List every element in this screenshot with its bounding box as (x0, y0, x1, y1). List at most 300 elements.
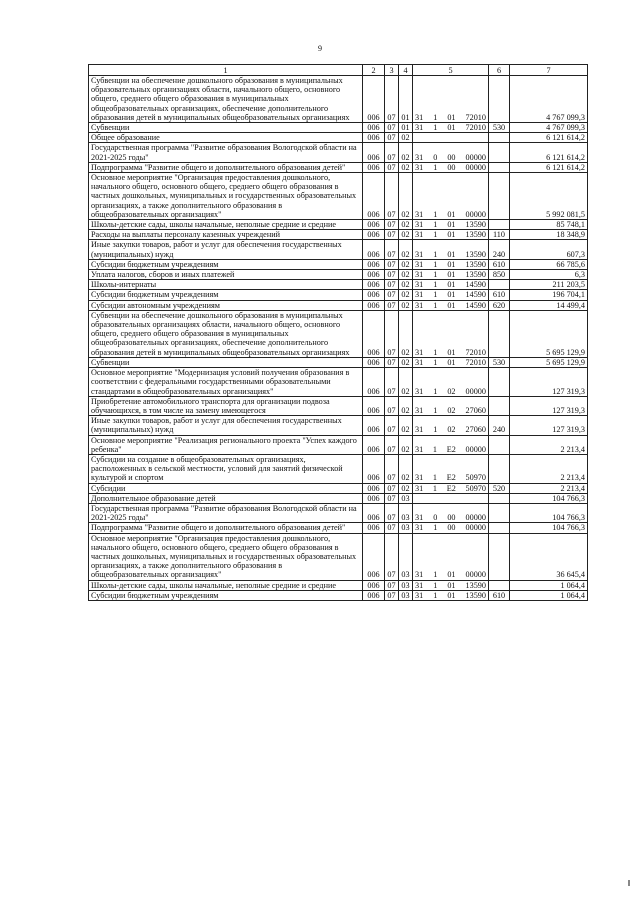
row-grbs: 006 (363, 580, 385, 590)
row-name: Субвенции (89, 123, 363, 133)
row-target-article (413, 368, 489, 397)
table-row (89, 503, 588, 522)
row-subsection: 02 (399, 435, 413, 454)
row-target-article (413, 290, 489, 300)
target-article-parts (415, 153, 486, 162)
target-article-part: 1 (433, 259, 438, 269)
row-grbs: 006 (363, 133, 385, 143)
row-grbs: 006 (363, 416, 385, 435)
target-article-part: 00 (447, 513, 456, 523)
target-article-part: 31 (415, 483, 424, 493)
row-section: 07 (385, 300, 399, 310)
row-name: Субвенции на обеспечение дошкольного образования в муниципальных образовательных организациях области, начального общего, основного общего, среднего общего образования в муниципальных общеобразовательных организациях, обеспечение дополнительного образования детей в муниципальных общеобразовательных организациях (89, 310, 363, 357)
row-grbs: 006 (363, 503, 385, 522)
row-expense-type (489, 280, 510, 290)
target-article-part: 1 (433, 249, 438, 259)
row-expense-type: 610 (489, 590, 510, 600)
target-article-part: 13590 (465, 230, 486, 240)
row-section: 07 (385, 396, 399, 415)
target-article-parts (415, 445, 486, 454)
target-article-part: 50970 (465, 473, 486, 483)
row-name: Субвенции на обеспечение дошкольного образования в муниципальных образовательных организациях области, начального общего, основного общего, среднего общего образования в муниципальных общеобразовательных организациях, обеспечение дополнительного образования детей в муниципальных общеобразовательных организациях (89, 76, 363, 123)
target-article-parts (415, 301, 486, 310)
row-target-article (413, 133, 489, 143)
row-subsection: 02 (399, 368, 413, 397)
target-article-part: 31 (415, 513, 424, 523)
target-article-parts (415, 473, 486, 482)
row-expense-type (489, 454, 510, 483)
edge-mark (628, 880, 630, 886)
row-amount: 2 213,4 (510, 435, 588, 454)
row-expense-type (489, 76, 510, 123)
target-article-part: 31 (415, 152, 424, 162)
row-section: 07 (385, 454, 399, 483)
row-amount: 85 748,1 (510, 220, 588, 230)
row-name: Основное мероприятие "Организация предоставления дошкольного, начального общего, основного общего, среднего общего образования в частных дошкольных, муниципальных и государственных образовательных организациях, а также дополнительного образования в общеобразовательных организациях" (89, 533, 363, 580)
table-row (89, 270, 588, 280)
row-section: 07 (385, 357, 399, 367)
header-cell-subsection: 4 (399, 65, 413, 76)
row-expense-type (489, 310, 510, 357)
row-target-article (413, 310, 489, 357)
target-article-parts (415, 163, 486, 172)
row-subsection: 02 (399, 240, 413, 259)
row-target-article (413, 483, 489, 493)
row-section: 07 (385, 280, 399, 290)
target-article-part: 0 (433, 513, 438, 523)
row-amount: 14 499,4 (510, 300, 588, 310)
target-article-part: 31 (415, 259, 424, 269)
row-name: Подпрограмма "Развитие общего и дополнительного образования детей" (89, 162, 363, 172)
row-grbs: 006 (363, 396, 385, 415)
row-target-article (413, 396, 489, 415)
row-amount: 36 645,4 (510, 533, 588, 580)
row-target-article (413, 533, 489, 580)
target-article-part: 31 (415, 300, 424, 310)
row-target-article (413, 240, 489, 259)
row-subsection: 01 (399, 123, 413, 133)
target-article-part: 13590 (465, 249, 486, 259)
target-article-part: 50970 (465, 483, 486, 493)
row-section: 07 (385, 590, 399, 600)
target-article-part: 01 (447, 209, 456, 219)
target-article-parts (415, 484, 486, 493)
target-article-parts (415, 348, 486, 357)
target-article-part: 01 (447, 290, 456, 300)
table-row (89, 280, 588, 290)
row-expense-type (489, 173, 510, 220)
table-row (89, 143, 588, 162)
row-subsection: 02 (399, 280, 413, 290)
row-subsection: 02 (399, 230, 413, 240)
header-row (89, 65, 588, 76)
row-target-article (413, 143, 489, 162)
table-row (89, 123, 588, 133)
target-article-part: 1 (433, 570, 438, 580)
row-amount: 6 121 614,2 (510, 133, 588, 143)
row-subsection: 03 (399, 503, 413, 522)
table-row (89, 290, 588, 300)
row-target-article (413, 270, 489, 280)
row-section: 07 (385, 483, 399, 493)
table-row (89, 162, 588, 172)
target-article-part: 31 (415, 570, 424, 580)
row-section: 07 (385, 76, 399, 123)
row-amount: 4 767 099,3 (510, 123, 588, 133)
table-row (89, 523, 588, 533)
target-article-part: 00000 (465, 162, 486, 172)
target-article-part: E2 (446, 444, 456, 454)
row-grbs: 006 (363, 368, 385, 397)
target-article-part: 72010 (465, 347, 486, 357)
target-article-part: E2 (446, 483, 456, 493)
row-section: 07 (385, 173, 399, 220)
target-article-part: 1 (433, 357, 438, 367)
row-grbs: 006 (363, 162, 385, 172)
target-article-parts (415, 406, 486, 415)
target-article-parts (415, 581, 486, 590)
row-subsection: 02 (399, 310, 413, 357)
target-article-part: 1 (433, 280, 438, 290)
row-target-article (413, 503, 489, 522)
row-name: Приобретение автомобильного транспорта для организации подвоза обучающихся, в том числе на замену имеющегося (89, 396, 363, 415)
target-article-part: 00000 (465, 152, 486, 162)
target-article-part: 1 (433, 590, 438, 600)
row-expense-type (489, 523, 510, 533)
target-article-part: 0 (433, 152, 438, 162)
target-article-part: 01 (447, 590, 456, 600)
row-amount: 104 766,3 (510, 503, 588, 522)
row-grbs: 006 (363, 310, 385, 357)
table-row (89, 230, 588, 240)
row-grbs: 006 (363, 123, 385, 133)
row-name: Государственная программа "Развитие образования Вологодской области на 2021-2025 годы" (89, 143, 363, 162)
row-section: 07 (385, 123, 399, 133)
target-article-part: 31 (415, 357, 424, 367)
target-article-part: 01 (447, 347, 456, 357)
row-section: 07 (385, 270, 399, 280)
target-article-part: 27060 (465, 425, 486, 435)
row-subsection: 02 (399, 133, 413, 143)
target-article-part: 01 (447, 300, 456, 310)
target-article-part: 01 (447, 570, 456, 580)
table-row (89, 590, 588, 600)
target-article-part: 00 (447, 523, 456, 533)
row-subsection: 02 (399, 143, 413, 162)
row-amount: 5 695 129,9 (510, 357, 588, 367)
row-amount: 6 121 614,2 (510, 143, 588, 162)
row-subsection: 02 (399, 454, 413, 483)
row-amount: 6,3 (510, 270, 588, 280)
target-article-part: 01 (447, 230, 456, 240)
row-subsection: 02 (399, 290, 413, 300)
target-article-part: 01 (447, 220, 456, 230)
target-article-part: 01 (447, 357, 456, 367)
target-article-part: 31 (415, 249, 424, 259)
row-section: 07 (385, 493, 399, 503)
row-target-article (413, 280, 489, 290)
target-article-part: 13590 (465, 270, 486, 280)
target-article-part: 1 (432, 483, 437, 493)
target-article-part: 1 (433, 386, 438, 396)
table-row (89, 357, 588, 367)
row-target-article (413, 435, 489, 454)
page-number: 9 (318, 44, 322, 53)
row-amount: 4 767 099,3 (510, 76, 588, 123)
row-amount: 211 203,5 (510, 280, 588, 290)
row-subsection: 03 (399, 590, 413, 600)
target-article-part: 01 (447, 580, 456, 590)
target-article-part: 1 (433, 300, 438, 310)
target-article-part: 13590 (465, 220, 486, 230)
row-section: 07 (385, 220, 399, 230)
target-article-part: 31 (415, 405, 424, 415)
row-expense-type (489, 133, 510, 143)
row-name: Субсидии на создание в общеобразовательных организациях, расположенных в сельской местности, условий для занятий физической культурой и спортом (89, 454, 363, 483)
target-article-part: 01 (447, 270, 456, 280)
row-grbs: 006 (363, 240, 385, 259)
row-section: 07 (385, 523, 399, 533)
row-expense-type: 610 (489, 290, 510, 300)
row-target-article (413, 300, 489, 310)
row-expense-type: 110 (489, 230, 510, 240)
row-grbs: 006 (363, 435, 385, 454)
row-amount: 5 992 081,5 (510, 173, 588, 220)
target-article-parts (415, 425, 486, 434)
row-section: 07 (385, 259, 399, 269)
target-article-part: 31 (415, 230, 424, 240)
target-article-part: 1 (433, 209, 438, 219)
row-subsection: 03 (399, 493, 413, 503)
header-cell-expense-type: 6 (489, 65, 510, 76)
row-subsection: 02 (399, 270, 413, 280)
row-name: Субсидии бюджетным учреждениям (89, 259, 363, 269)
row-amount: 104 766,3 (510, 493, 588, 503)
target-article-part: 00000 (465, 570, 486, 580)
row-grbs: 006 (363, 590, 385, 600)
row-section: 07 (385, 290, 399, 300)
row-amount: 127 319,3 (510, 368, 588, 397)
target-article-parts (415, 113, 486, 122)
row-amount: 5 695 129,9 (510, 310, 588, 357)
row-target-article (413, 162, 489, 172)
header-cell-amount: 7 (510, 65, 588, 76)
target-article-part: 02 (447, 425, 456, 435)
row-amount: 127 319,3 (510, 396, 588, 415)
row-grbs: 006 (363, 523, 385, 533)
target-article-part: 1 (433, 523, 438, 533)
row-grbs: 006 (363, 220, 385, 230)
header-cell-grbs: 2 (363, 65, 385, 76)
target-article-parts (415, 270, 486, 279)
target-article-part: 14590 (465, 290, 486, 300)
target-article-part: 00000 (465, 513, 486, 523)
header-cell-name: 1 (89, 65, 363, 76)
target-article-part: 1 (433, 580, 438, 590)
table-row (89, 173, 588, 220)
row-subsection: 03 (399, 533, 413, 580)
target-article-part: 31 (415, 280, 424, 290)
row-section: 07 (385, 230, 399, 240)
target-article-part: 02 (447, 405, 456, 415)
table-row (89, 76, 588, 123)
row-amount: 18 348,9 (510, 230, 588, 240)
row-amount: 66 785,6 (510, 259, 588, 269)
row-expense-type (489, 220, 510, 230)
target-article-parts (415, 250, 486, 259)
target-article-part: 13590 (465, 580, 486, 590)
row-grbs: 006 (363, 173, 385, 220)
row-name: Субсидии (89, 483, 363, 493)
target-article-part: 72010 (465, 357, 486, 367)
row-target-article (413, 220, 489, 230)
table-row (89, 368, 588, 397)
target-article-part: 1 (433, 112, 438, 122)
row-name: Субсидии бюджетным учреждениям (89, 590, 363, 600)
row-subsection: 02 (399, 259, 413, 269)
row-subsection: 02 (399, 483, 413, 493)
target-article-part: 14590 (465, 300, 486, 310)
row-grbs: 006 (363, 357, 385, 367)
row-grbs: 006 (363, 483, 385, 493)
row-section: 07 (385, 533, 399, 580)
row-section: 07 (385, 310, 399, 357)
target-article-part: 31 (415, 425, 424, 435)
row-subsection: 02 (399, 162, 413, 172)
target-article-parts (415, 260, 486, 269)
target-article-part: 01 (447, 112, 456, 122)
row-target-article (413, 259, 489, 269)
row-subsection: 02 (399, 416, 413, 435)
target-article-part: 01 (447, 123, 456, 133)
row-expense-type: 610 (489, 259, 510, 269)
row-expense-type (489, 580, 510, 590)
target-article-part: 1 (432, 444, 437, 454)
target-article-part: 1 (432, 473, 437, 483)
row-amount: 6 121 614,2 (510, 162, 588, 172)
row-expense-type: 530 (489, 357, 510, 367)
target-article-part: 1 (433, 290, 438, 300)
table-row (89, 133, 588, 143)
target-article-part: 01 (447, 249, 456, 259)
row-expense-type (489, 493, 510, 503)
row-section: 07 (385, 580, 399, 590)
row-grbs: 006 (363, 454, 385, 483)
target-article-part: 00000 (465, 523, 486, 533)
table-row (89, 240, 588, 259)
table-row (89, 259, 588, 269)
row-name: Государственная программа "Развитие образования Вологодской области на 2021-2025 годы" (89, 503, 363, 522)
table-row (89, 416, 588, 435)
target-article-part: 00 (447, 162, 456, 172)
row-name: Основное мероприятие "Модернизация условий получения образования в соответствии с федеральными государственными образовательными стандартами в общеобразовательных организациях" (89, 368, 363, 397)
row-subsection: 03 (399, 523, 413, 533)
row-target-article (413, 230, 489, 240)
row-amount: 2 213,4 (510, 454, 588, 483)
target-article-part: 1 (433, 270, 438, 280)
row-amount: 2 213,4 (510, 483, 588, 493)
target-article-part: 1 (433, 123, 438, 133)
target-article-part: 31 (415, 347, 424, 357)
target-article-part: E2 (446, 473, 456, 483)
row-section: 07 (385, 143, 399, 162)
row-section: 07 (385, 162, 399, 172)
row-subsection: 02 (399, 300, 413, 310)
target-article-parts (415, 570, 486, 579)
target-article-part: 31 (415, 162, 424, 172)
row-subsection: 02 (399, 173, 413, 220)
target-article-part: 01 (447, 280, 456, 290)
target-article-parts (415, 523, 486, 532)
table-row (89, 396, 588, 415)
row-amount: 196 704,1 (510, 290, 588, 300)
row-subsection: 02 (399, 396, 413, 415)
table-row (89, 493, 588, 503)
row-grbs: 006 (363, 493, 385, 503)
row-section: 07 (385, 133, 399, 143)
target-article-parts (415, 513, 486, 522)
row-name: Школы-детские сады, школы начальные, неполные средние и средние (89, 580, 363, 590)
target-article-part: 31 (415, 473, 424, 483)
row-expense-type: 620 (489, 300, 510, 310)
target-article-parts (415, 387, 486, 396)
row-grbs: 006 (363, 143, 385, 162)
row-section: 07 (385, 240, 399, 259)
row-name: Основное мероприятие "Реализация регионального проекта "Успех каждого ребенка" (89, 435, 363, 454)
target-article-part: 13590 (465, 590, 486, 600)
row-target-article (413, 580, 489, 590)
target-article-parts (415, 230, 486, 239)
row-amount: 1 064,4 (510, 590, 588, 600)
row-subsection: 02 (399, 220, 413, 230)
row-expense-type (489, 435, 510, 454)
target-article-part: 72010 (465, 112, 486, 122)
row-name: Иные закупки товаров, работ и услуг для обеспечения государственных (муниципальных) нужд (89, 240, 363, 259)
row-expense-type: 240 (489, 416, 510, 435)
row-expense-type (489, 503, 510, 522)
target-article-part: 31 (415, 220, 424, 230)
target-article-part: 31 (415, 270, 424, 280)
table-row (89, 435, 588, 454)
target-article-part: 01 (447, 259, 456, 269)
row-target-article (413, 173, 489, 220)
budget-table (88, 64, 588, 601)
target-article-part: 00000 (465, 209, 486, 219)
row-expense-type: 530 (489, 123, 510, 133)
target-article-part: 1 (433, 162, 438, 172)
target-article-parts (415, 210, 486, 219)
target-article-part: 1 (433, 425, 438, 435)
table-row (89, 533, 588, 580)
row-grbs: 006 (363, 259, 385, 269)
table-row (89, 483, 588, 493)
row-amount: 104 766,3 (510, 523, 588, 533)
row-name: Субсидии бюджетным учреждениям (89, 290, 363, 300)
target-article-parts (415, 220, 486, 229)
row-name: Дополнительное образование детей (89, 493, 363, 503)
target-article-parts (415, 591, 486, 600)
row-name: Основное мероприятие "Организация предоставления дошкольного, начального общего, основного общего, среднего общего образования в частных дошкольных, муниципальных и государственных образовательных организациях, а также дополнительного образования в общеобразовательных организациях" (89, 173, 363, 220)
table-row (89, 454, 588, 483)
target-article-part: 31 (415, 112, 424, 122)
row-target-article (413, 523, 489, 533)
row-section: 07 (385, 416, 399, 435)
target-article-part: 31 (415, 290, 424, 300)
row-target-article (413, 416, 489, 435)
target-article-part: 14590 (465, 280, 486, 290)
target-article-part: 1 (433, 230, 438, 240)
target-article-parts (415, 280, 486, 289)
